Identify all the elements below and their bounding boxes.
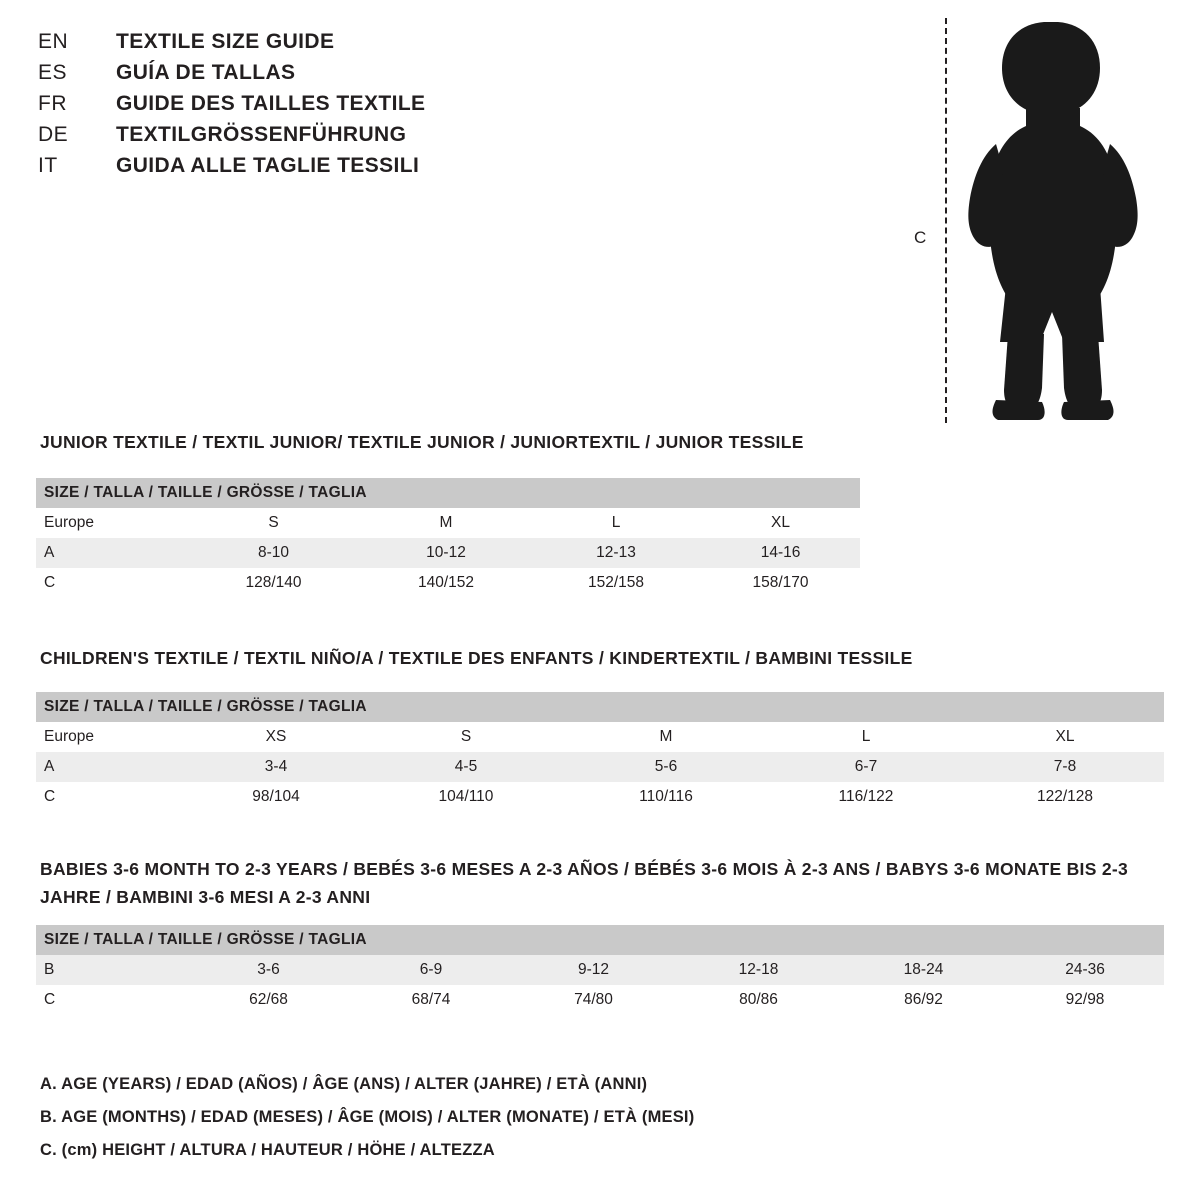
row-value: 3-6	[257, 961, 280, 978]
table-band-row	[36, 692, 1164, 722]
child-silhouette-icon	[952, 16, 1152, 426]
legend-line-a: A. AGE (YEARS) / EDAD (AÑOS) / ÂGE (ANS) / ALTER (JAHRE) / ETÀ (ANNI)	[40, 1075, 648, 1093]
language-row	[38, 61, 658, 92]
language-row	[38, 30, 658, 61]
header-size: L	[861, 728, 871, 745]
table-junior	[36, 478, 860, 598]
table-row	[36, 955, 1164, 985]
row-value: 24-36	[1065, 961, 1105, 978]
row-value: 14-16	[760, 544, 801, 561]
row-value: 62/68	[249, 991, 288, 1008]
row-value: 98/104	[252, 788, 300, 805]
header-label: Europe	[44, 728, 94, 745]
header-size: L	[611, 514, 621, 531]
language-title-block	[38, 30, 658, 185]
height-figure	[900, 10, 1160, 430]
section-title-children: CHILDREN'S TEXTILE / TEXTIL NIÑO/A / TEXTILE DES ENFANTS / KINDERTEXTIL / BAMBINI TESSILE	[40, 648, 913, 668]
language-code: ES	[38, 61, 68, 84]
band-label: SIZE / TALLA / TAILLE / GRÖSSE / TAGLIA	[36, 692, 1164, 722]
language-title: GUÍA DE TALLAS	[116, 61, 296, 84]
row-value: 3-4	[264, 758, 288, 775]
height-dashed-line	[945, 18, 947, 423]
row-label: B	[44, 961, 55, 978]
row-value: 9-12	[577, 961, 610, 978]
band-label: SIZE / TALLA / TAILLE / GRÖSSE / TAGLIA	[36, 925, 1164, 955]
row-value: 68/74	[411, 991, 451, 1008]
language-row	[38, 92, 658, 123]
row-label: A	[44, 758, 55, 775]
row-value: 110/116	[639, 788, 693, 805]
legend-block	[40, 1068, 1040, 1167]
table-row	[36, 752, 1164, 782]
language-title: TEXTILE SIZE GUIDE	[116, 30, 335, 53]
section-title-junior: JUNIOR TEXTILE / TEXTIL JUNIOR/ TEXTILE JUNIOR / JUNIORTEXTIL / JUNIOR TESSILE	[40, 432, 804, 452]
row-value: 74/80	[574, 991, 613, 1008]
row-value: 7-8	[1053, 758, 1077, 775]
header-size: XS	[265, 728, 287, 745]
row-value: 128/140	[245, 574, 302, 591]
row-value: 122/128	[1036, 788, 1094, 805]
language-code: EN	[38, 30, 69, 53]
language-title: GUIDA ALLE TAGLIE TESSILI	[116, 154, 420, 177]
language-title: GUIDE DES TAILLES TEXTILE	[116, 92, 426, 115]
header-size: S	[268, 514, 279, 531]
legend-line-c: C. (cm) HEIGHT / ALTURA / HAUTEUR / HÖHE / ALTEZZA	[40, 1141, 495, 1159]
row-value: 92/98	[1065, 991, 1105, 1008]
table-row	[36, 568, 860, 598]
row-value: 104/110	[438, 788, 494, 805]
language-row	[38, 154, 658, 185]
row-value: 10-12	[426, 544, 466, 561]
section-title-babies: BABIES 3-6 MONTH TO 2-3 YEARS / BEBÉS 3-6 MESES A 2-3 AÑOS / BÉBÉS 3-6 MOIS À 2-3 ANS / BABYS 3-6 MONATE BIS 2-3 JAHRE / BAMBINI 3-6 MESI A 2-3 ANNI	[40, 859, 1129, 907]
table-row	[36, 538, 860, 568]
language-title: TEXTILGRÖSSENFÜHRUNG	[116, 123, 407, 146]
language-code: FR	[38, 92, 67, 115]
row-label: A	[44, 544, 55, 561]
row-value: 116/122	[838, 788, 894, 805]
row-value: 6-7	[854, 758, 878, 775]
table-band-row	[36, 925, 1164, 955]
language-code: IT	[38, 154, 58, 177]
table-babies	[36, 925, 1164, 1015]
height-marker-label: C	[914, 228, 927, 247]
row-value: 140/152	[417, 574, 475, 591]
language-row	[38, 123, 658, 154]
language-code: DE	[38, 123, 69, 146]
row-label: C	[44, 574, 56, 591]
row-value: 8-10	[257, 544, 290, 561]
table-band-row	[36, 478, 860, 508]
row-value: 18-24	[903, 961, 944, 978]
row-value: 4-5	[454, 758, 478, 775]
header-size: XL	[1055, 728, 1075, 745]
table-header-row	[36, 722, 1164, 752]
band-label: SIZE / TALLA / TAILLE / GRÖSSE / TAGLIA	[36, 478, 860, 508]
row-value: 6-9	[419, 961, 443, 978]
table-row	[36, 985, 1164, 1015]
header-size: M	[439, 514, 453, 531]
header-size: M	[659, 728, 673, 745]
row-label: C	[44, 991, 56, 1008]
row-value: 158/170	[752, 574, 809, 591]
row-value: 80/86	[739, 991, 778, 1008]
header-label: Europe	[44, 514, 94, 531]
row-value: 12-13	[596, 544, 636, 561]
table-header-row	[36, 508, 860, 538]
table-row	[36, 782, 1164, 812]
legend-line-b: B. AGE (MONTHS) / EDAD (MESES) / ÂGE (MOIS) / ALTER (MONATE) / ETÀ (MESI)	[40, 1108, 695, 1126]
row-value: 5-6	[654, 758, 678, 775]
row-value: 12-18	[738, 961, 779, 978]
row-value: 86/92	[904, 991, 943, 1008]
table-children	[36, 692, 1164, 812]
row-value: 152/158	[587, 574, 645, 591]
header-size: S	[460, 728, 472, 745]
row-label: C	[44, 788, 56, 805]
header-size: XL	[771, 514, 791, 531]
